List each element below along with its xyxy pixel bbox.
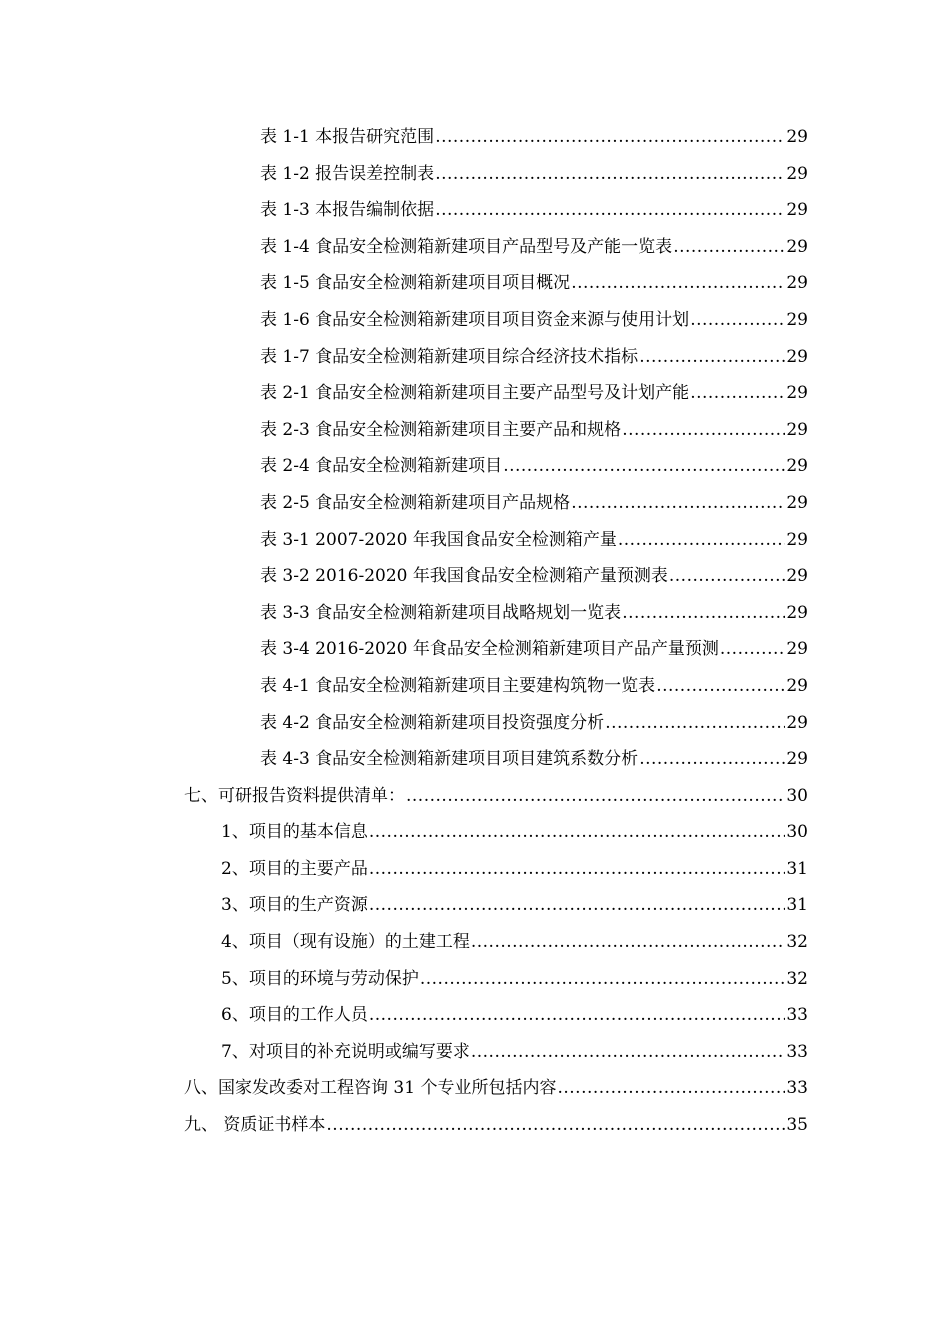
toc-entry[interactable] (0, 375, 808, 412)
dot-leader (369, 851, 786, 888)
toc-page-number: 33 (786, 1041, 808, 1062)
toc-page-number: 29 (786, 236, 808, 257)
toc-entry-title: 表 2-5 食品安全检测箱新建项目产品规格 (260, 492, 571, 513)
toc-page-number: 29 (786, 602, 808, 623)
dot-leader (690, 302, 785, 339)
toc-entry[interactable] (0, 814, 808, 851)
toc-page-number: 29 (786, 566, 808, 587)
toc-entry[interactable] (0, 1107, 808, 1144)
toc-entry-title: 1、项目的基本信息 (221, 822, 368, 843)
dot-leader (369, 887, 786, 924)
toc-page-number: 30 (786, 785, 808, 806)
dot-leader (435, 192, 785, 229)
dot-leader (669, 558, 786, 595)
toc-page-number: 29 (786, 346, 808, 367)
toc-page-number: 29 (786, 383, 808, 404)
toc-entry-title: 表 2-1 食品安全检测箱新建项目主要产品型号及计划产能 (260, 383, 690, 404)
toc-page-number: 29 (786, 712, 808, 733)
table-of-contents (0, 119, 950, 1144)
dot-leader (622, 595, 785, 632)
toc-entry[interactable] (0, 265, 808, 302)
toc-entry-title: 表 3-2 2016-2020 年我国食品安全检测箱产量预测表 (260, 566, 668, 587)
dot-leader (420, 961, 786, 998)
toc-entry[interactable] (0, 851, 808, 888)
toc-entry[interactable] (0, 631, 808, 668)
toc-page-number: 35 (786, 1115, 808, 1136)
toc-entry-title: 表 1-2 报告误差控制表 (260, 163, 435, 184)
toc-entry[interactable] (0, 1070, 808, 1107)
toc-entry[interactable] (0, 887, 808, 924)
toc-entry[interactable] (0, 705, 808, 742)
toc-entry-title: 八、国家发改委对工程咨询 31 个专业所包括内容 (184, 1078, 557, 1099)
toc-page-number: 29 (786, 492, 808, 513)
toc-page-number: 29 (786, 163, 808, 184)
toc-entry[interactable] (0, 961, 808, 998)
toc-entry[interactable] (0, 302, 808, 339)
toc-entry-title: 表 1-4 食品安全检测箱新建项目产品型号及产能一览表 (260, 236, 673, 257)
toc-entry[interactable] (0, 192, 808, 229)
toc-entry[interactable] (0, 119, 808, 156)
dot-leader (571, 485, 785, 522)
dot-leader (406, 778, 785, 815)
toc-entry-title: 表 4-1 食品安全检测箱新建项目主要建构筑物一览表 (260, 675, 656, 696)
toc-entry-title: 表 1-1 本报告研究范围 (260, 127, 435, 147)
dot-leader (690, 375, 785, 412)
toc-entry-title: 表 1-7 食品安全检测箱新建项目综合经济技术指标 (260, 346, 639, 367)
dot-leader (605, 705, 785, 742)
toc-entry-title: 表 3-4 2016-2020 年食品安全检测箱新建项目产品产量预测 (260, 639, 719, 660)
toc-page-number: 31 (786, 895, 808, 916)
toc-entry[interactable] (0, 558, 808, 595)
toc-entry-title: 6、项目的工作人员 (221, 1005, 368, 1026)
dot-leader (503, 448, 785, 485)
toc-entry[interactable] (0, 741, 808, 778)
toc-entry-title: 九、 资质证书样本 (184, 1115, 326, 1136)
toc-page-number: 29 (786, 200, 808, 221)
toc-entry-title: 表 1-6 食品安全检测箱新建项目项目资金来源与使用计划 (260, 309, 690, 330)
toc-entry-title: 表 3-3 食品安全检测箱新建项目战略规划一览表 (260, 602, 622, 623)
toc-page-number: 32 (786, 968, 808, 989)
toc-entry[interactable] (0, 229, 808, 266)
toc-entry[interactable] (0, 485, 808, 522)
dot-leader (673, 229, 785, 266)
toc-entry-title: 表 3-1 2007-2020 年我国食品安全检测箱产量 (260, 529, 617, 550)
toc-entry[interactable] (0, 1034, 808, 1071)
toc-page-number: 29 (786, 529, 808, 550)
toc-page-number: 29 (786, 419, 808, 440)
dot-leader (571, 265, 785, 302)
dot-leader (639, 339, 785, 376)
dot-leader (618, 522, 786, 559)
toc-entry-title: 3、项目的生产资源 (221, 895, 368, 916)
toc-entry-title: 七、可研报告资料提供清单： (184, 785, 405, 806)
dot-leader (656, 668, 785, 705)
dot-leader (720, 631, 786, 668)
dot-leader (639, 741, 785, 778)
dot-leader (369, 814, 786, 851)
toc-page-number: 29 (786, 309, 808, 330)
toc-page-number: 29 (786, 273, 808, 294)
toc-entry-title: 2、项目的主要产品 (221, 858, 368, 879)
toc-page-number: 29 (786, 639, 808, 660)
dot-leader (471, 1034, 786, 1071)
dot-leader (435, 156, 785, 193)
toc-entry[interactable] (0, 448, 808, 485)
toc-page-number: 29 (786, 749, 808, 770)
toc-page-number: 30 (786, 822, 808, 843)
toc-entry[interactable] (0, 997, 808, 1034)
toc-page-number: 32 (786, 932, 808, 953)
toc-entry-title: 4、项目（现有设施）的土建工程 (221, 932, 470, 953)
toc-entry[interactable] (0, 595, 808, 632)
toc-entry[interactable] (0, 156, 808, 193)
toc-page-number: 29 (786, 127, 808, 147)
toc-page-number: 29 (786, 456, 808, 477)
toc-entry-title: 表 4-2 食品安全检测箱新建项目投资强度分析 (260, 712, 605, 733)
dot-leader (471, 924, 786, 961)
toc-entry-title: 表 1-5 食品安全检测箱新建项目项目概况 (260, 273, 571, 294)
dot-leader (622, 412, 785, 449)
dot-leader (326, 1107, 785, 1144)
toc-entry-title: 表 4-3 食品安全检测箱新建项目项目建筑系数分析 (260, 749, 639, 770)
toc-entry[interactable] (0, 778, 808, 815)
toc-entry-title: 5、项目的环境与劳动保护 (221, 968, 419, 989)
dot-leader (557, 1070, 785, 1107)
toc-page-number: 33 (786, 1078, 808, 1099)
dot-leader (435, 119, 785, 156)
toc-entry[interactable] (0, 668, 808, 705)
toc-entry[interactable] (0, 412, 808, 449)
toc-page-number: 29 (786, 675, 808, 696)
toc-entry[interactable] (0, 924, 808, 961)
toc-entry[interactable] (0, 339, 808, 376)
toc-entry-title: 7、对项目的补充说明或编写要求 (221, 1041, 470, 1062)
toc-entry-title: 表 1-3 本报告编制依据 (260, 200, 435, 221)
toc-entry-title: 表 2-4 食品安全检测箱新建项目 (260, 456, 503, 477)
toc-entry-title: 表 2-3 食品安全检测箱新建项目主要产品和规格 (260, 419, 622, 440)
toc-page-number: 33 (786, 1005, 808, 1026)
toc-page-number: 31 (786, 858, 808, 879)
toc-entry[interactable] (0, 522, 808, 559)
dot-leader (369, 997, 786, 1034)
